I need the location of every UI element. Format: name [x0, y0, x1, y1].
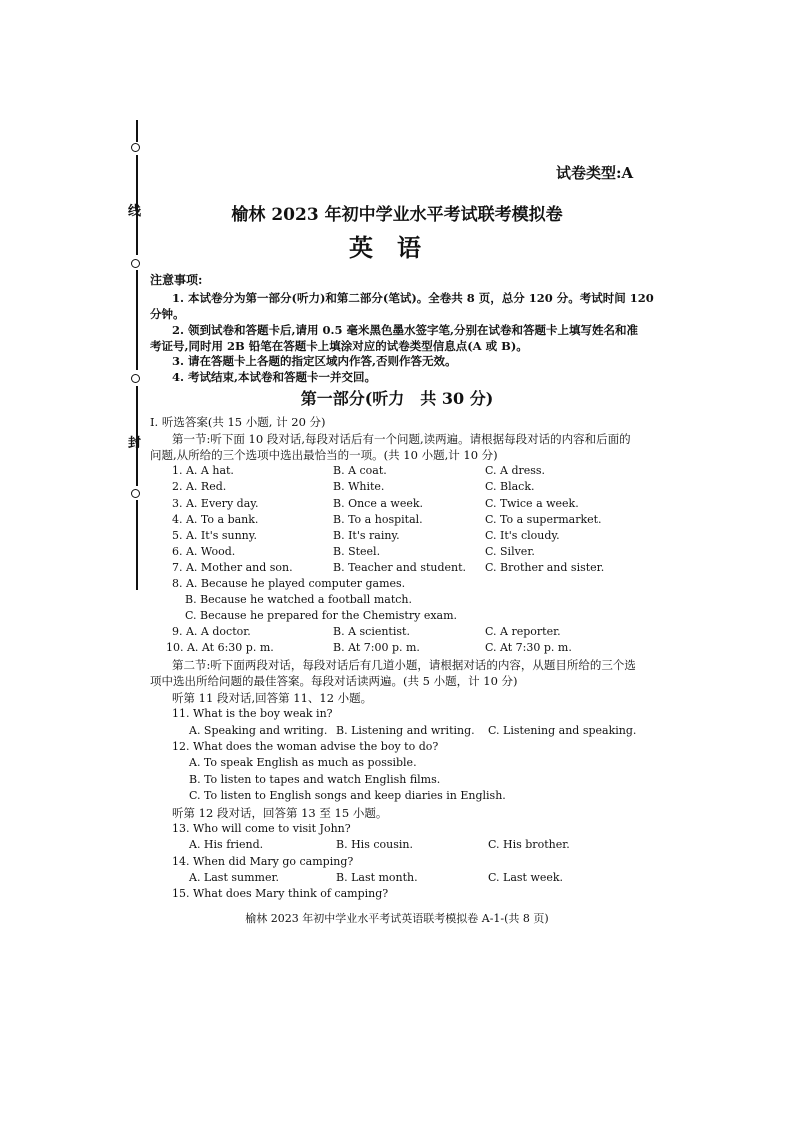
q11-option-c: C. Listening and speaking.: [488, 724, 637, 737]
q8-option-b: B. Because he watched a football match.: [185, 593, 412, 606]
q10-option-a: 10. A. At 6:30 p. m.: [166, 641, 274, 654]
sub2-intro: 项中选出所给问题的最佳答案。每段对话读两遍。(共 5 小题，计 10 分): [150, 674, 518, 688]
q11-stem: 11. What is the boy weak in?: [172, 707, 333, 720]
q14-option-a: A. Last summer.: [189, 871, 280, 884]
q1-option-b: B. A coat.: [333, 464, 387, 477]
section-heading: Ⅰ. 听选答案(共 15 小题, 计 20 分): [150, 415, 326, 429]
q2-option-c: C. Black.: [485, 480, 535, 493]
binding-circle: [131, 143, 140, 152]
q6-option-c: C. Silver.: [485, 545, 535, 558]
note-line: 考证号,同时用 2B 铅笔在答题卡上填涂对应的试卷类型信息点(A 或 B)。: [150, 339, 528, 353]
note-line: 4. 考试结束,本试卷和答题卡一并交回。: [172, 370, 377, 384]
q5-option-a: 5. A. It's sunny.: [172, 529, 258, 542]
q2-option-a: 2. A. Red.: [172, 480, 227, 493]
q14-option-b: B. Last month.: [336, 871, 418, 884]
q3-option-a: 3. A. Every day.: [172, 497, 259, 510]
q12-stem: 12. What does the woman advise the boy to do?: [172, 740, 439, 753]
binding-circle: [131, 489, 140, 498]
q2-option-b: B. White.: [333, 480, 385, 493]
q3-option-b: B. Once a week.: [333, 497, 423, 510]
seal-char-feng: 封: [128, 436, 142, 451]
binding-line: [136, 500, 138, 590]
note-line: 2. 领到试卷和答题卡后,请用 0.5 毫米黑色墨水签字笔,分别在试卷和答题卡上填写姓名和准: [172, 323, 639, 337]
dialog-11-instruction: 听第 11 段对话,回答第 11、12 小题。: [172, 691, 373, 705]
q9-option-c: C. A reporter.: [485, 625, 561, 638]
exam-title: 榆林 2023 年初中学业水平考试联考模拟卷: [231, 205, 563, 225]
q5-option-c: C. It's cloudy.: [485, 529, 560, 542]
q8-option-c: C. Because he prepared for the Chemistry exam.: [185, 609, 458, 622]
binding-line: [136, 270, 138, 370]
q7-option-b: B. Teacher and student.: [333, 561, 467, 574]
q8-option-a: 8. A. Because he played computer games.: [172, 577, 406, 590]
q1-option-c: C. A dress.: [485, 464, 546, 477]
q3-option-c: C. Twice a week.: [485, 497, 579, 510]
q13-option-a: A. His friend.: [189, 838, 264, 851]
q13-option-b: B. His cousin.: [336, 838, 413, 851]
q6-option-b: B. Steel.: [333, 545, 381, 558]
q6-option-a: 6. A. Wood.: [172, 545, 236, 558]
seal-char-xian: 线: [128, 204, 142, 219]
q14-option-c: C. Last week.: [488, 871, 564, 884]
q13-option-c: C. His brother.: [488, 838, 570, 851]
q10-option-b: B. At 7:00 p. m.: [333, 641, 420, 654]
q10-option-c: C. At 7:30 p. m.: [485, 641, 572, 654]
q12-option-b: B. To listen to tapes and watch English films.: [189, 773, 441, 786]
binding-circle: [131, 374, 140, 383]
page-footer: 榆林 2023 年初中学业水平考试英语联考模拟卷 A-1-(共 8 页): [245, 912, 549, 925]
q11-option-a: A. Speaking and writing.: [189, 724, 328, 737]
subject-title: 英语: [349, 233, 445, 262]
dialog-12-instruction: 听第 12 段对话，回答第 13 至 15 小题。: [172, 806, 388, 820]
q4-option-b: B. To a hospital.: [333, 513, 423, 526]
sub2-intro: 第二节:听下面两段对话，每段对话后有几道小题，请根据对话的内容，从题目所给的三个选: [172, 658, 636, 672]
q11-option-b: B. Listening and writing.: [336, 724, 475, 737]
q7-option-a: 7. A. Mother and son.: [172, 561, 293, 574]
q13-stem: 13. Who will come to visit John?: [172, 822, 351, 835]
q12-option-a: A. To speak English as much as possible.: [189, 756, 417, 769]
q15-stem: 15. What does Mary think of camping?: [172, 887, 389, 900]
q5-option-b: B. It's rainy.: [333, 529, 400, 542]
q14-stem: 14. When did Mary go camping?: [172, 855, 354, 868]
sub1-intro: 问题,从所给的三个选项中选出最恰当的一项。(共 10 小题,计 10 分): [150, 448, 498, 462]
q7-option-c: C. Brother and sister.: [485, 561, 605, 574]
q4-option-c: C. To a supermarket.: [485, 513, 602, 526]
part-one-title: 第一部分(听力 共 30 分): [300, 389, 494, 408]
note-line: 3. 请在答题卡上各题的指定区域内作答,否则作答无效。: [172, 354, 457, 368]
exam-type-label: 试卷类型:A: [556, 164, 634, 182]
sub1-intro: 第一节:听下面 10 段对话,每段对话后有一个问题,读两遍。请根据每段对话的内容和后面的: [172, 432, 631, 446]
q4-option-a: 4. A. To a bank.: [172, 513, 259, 526]
notes-heading: 注意事项:: [150, 273, 203, 287]
note-line: 分钟。: [150, 307, 185, 321]
q12-option-c: C. To listen to English songs and keep diaries in English.: [189, 789, 506, 802]
note-line: 1. 本试卷分为第一部分(听力)和第二部分(笔试)。全卷共 8 页，总分 120 分。考试时间 120: [172, 291, 654, 305]
binding-line: [136, 120, 138, 142]
q9-option-b: B. A scientist.: [333, 625, 410, 638]
q9-option-a: 9. A. A doctor.: [172, 625, 251, 638]
q1-option-a: 1. A. A hat.: [172, 464, 234, 477]
